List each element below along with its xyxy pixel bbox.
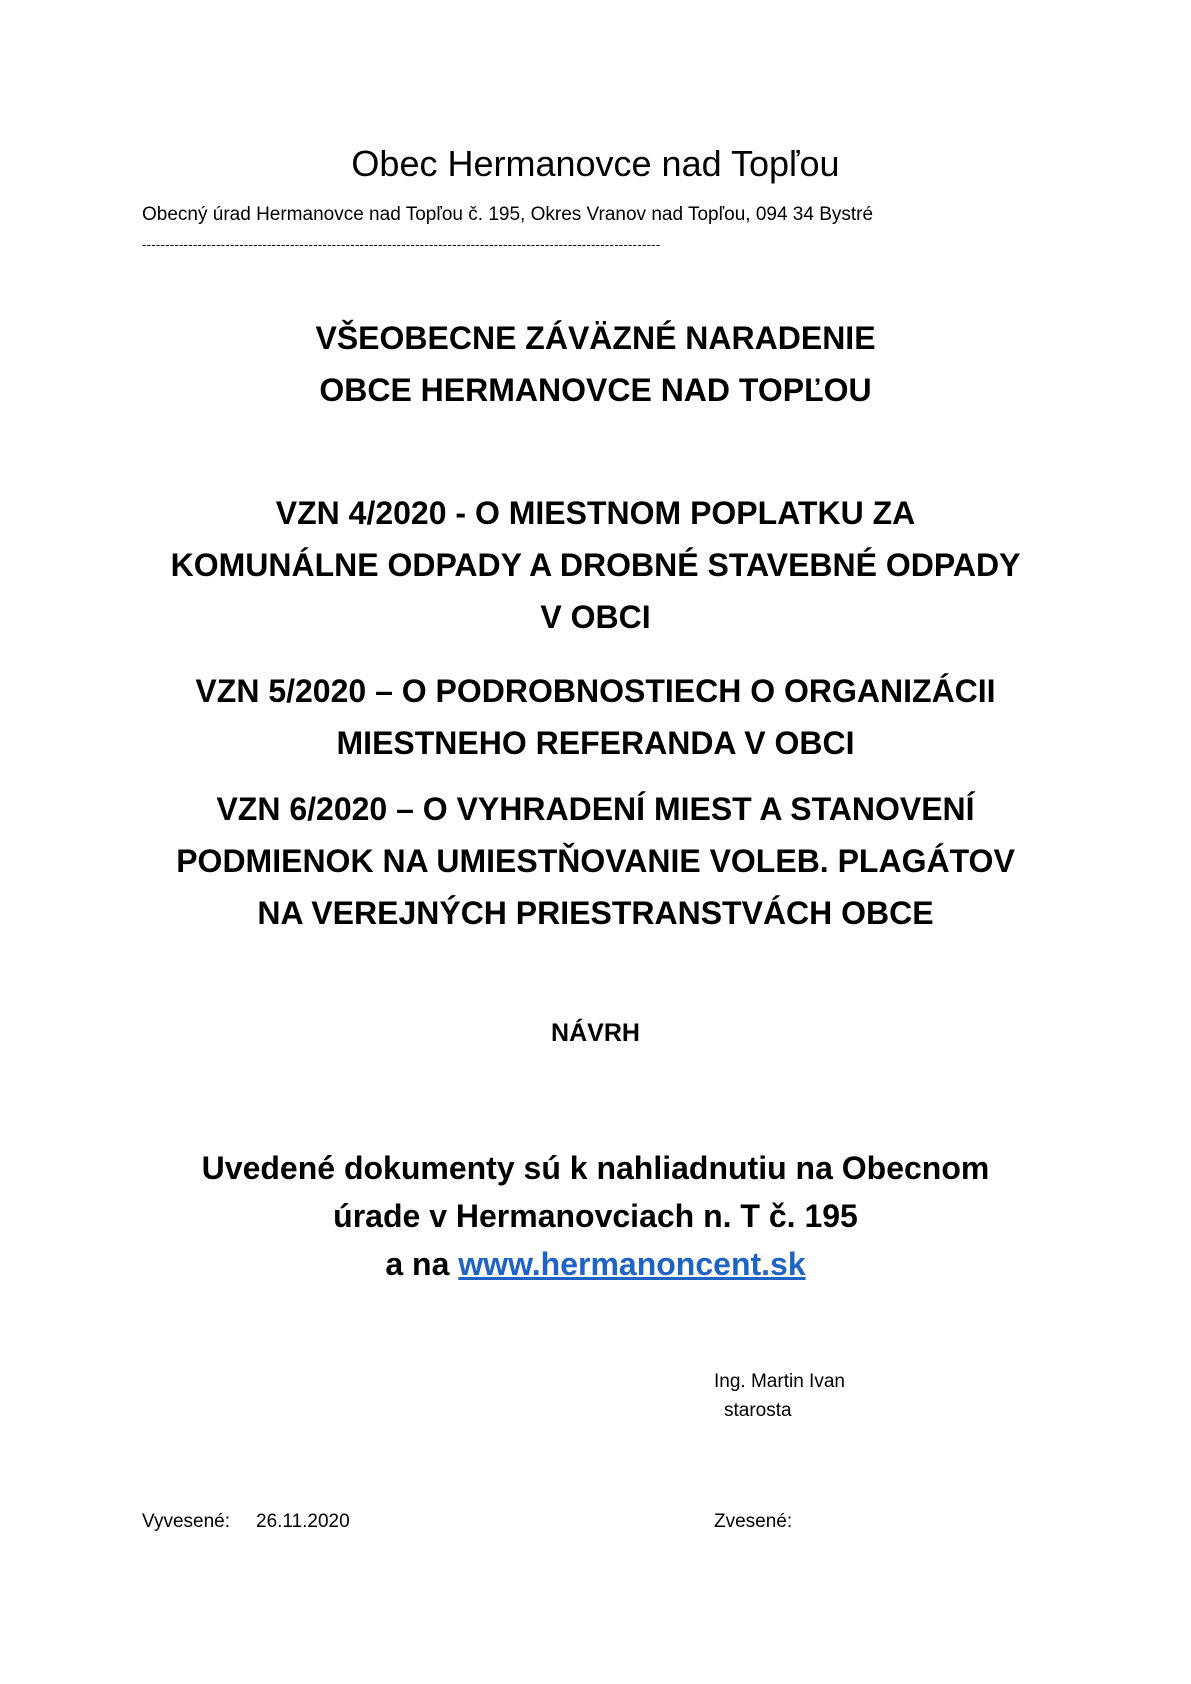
availability-notice (0, 1144, 1191, 1288)
posted-date: 26.11.2020 (256, 1511, 350, 1532)
regulation-line: VZN 4/2020 - O MIESTNOM POPLATKU ZA (275, 495, 916, 531)
separator-line: ---------------------------------------------------------------------------------------------------------------- (142, 237, 661, 252)
removed-label: Zvesené: (714, 1511, 793, 1532)
mayor-title: starosta (724, 1400, 792, 1421)
regulation-vzn-5 (0, 665, 1191, 769)
heading-line: OBCE HERMANOVCE NAD TOPĽOU (319, 372, 872, 408)
regulation-line: MIESTNEHO REFERANDA V OBCI (336, 725, 855, 761)
regulation-line: VZN 6/2020 – O VYHRADENÍ MIEST A STANOVENÍ (216, 791, 975, 827)
website-link[interactable]: www.hermanoncent.sk (458, 1246, 806, 1282)
regulation-vzn-4 (0, 487, 1191, 643)
draft-label: NÁVRH (551, 1019, 640, 1047)
notice-line: úrade v Hermanovciach n. T č. 195 (333, 1198, 858, 1234)
notice-line-with-link (0, 1240, 1191, 1288)
posted-label: Vyvesené: (142, 1511, 231, 1532)
regulation-line: NA VEREJNÝCH PRIESTRANSTVÁCH OBCE (257, 895, 934, 931)
regulation-heading (0, 312, 1191, 416)
regulation-line: VZN 5/2020 – O PODROBNOSTIECH O ORGANIZÁCII (195, 673, 996, 709)
office-address: Obecný úrad Hermanovce nad Topľou č. 195, Okres Vranov nad Topľou, 094 34 Bystré (142, 204, 874, 225)
notice-line: Uvedené dokumenty sú k nahliadnutiu na Obecnom (201, 1150, 990, 1186)
regulation-vzn-6 (0, 783, 1191, 939)
regulation-line: PODMIENOK NA UMIESTŇOVANIE VOLEB. PLAGÁTOV (176, 843, 1015, 879)
heading-line: VŠEOBECNE ZÁVÄZNÉ NARADENIE (315, 320, 876, 356)
regulation-line: V OBCI (540, 599, 651, 635)
municipality-title: Obec Hermanovce nad Topľou (351, 143, 840, 184)
regulation-line: KOMUNÁLNE ODPADY A DROBNÉ STAVEBNÉ ODPADY (170, 547, 1021, 583)
mayor-name: Ing. Martin Ivan (714, 1371, 845, 1392)
notice-prefix: a na (385, 1246, 459, 1282)
